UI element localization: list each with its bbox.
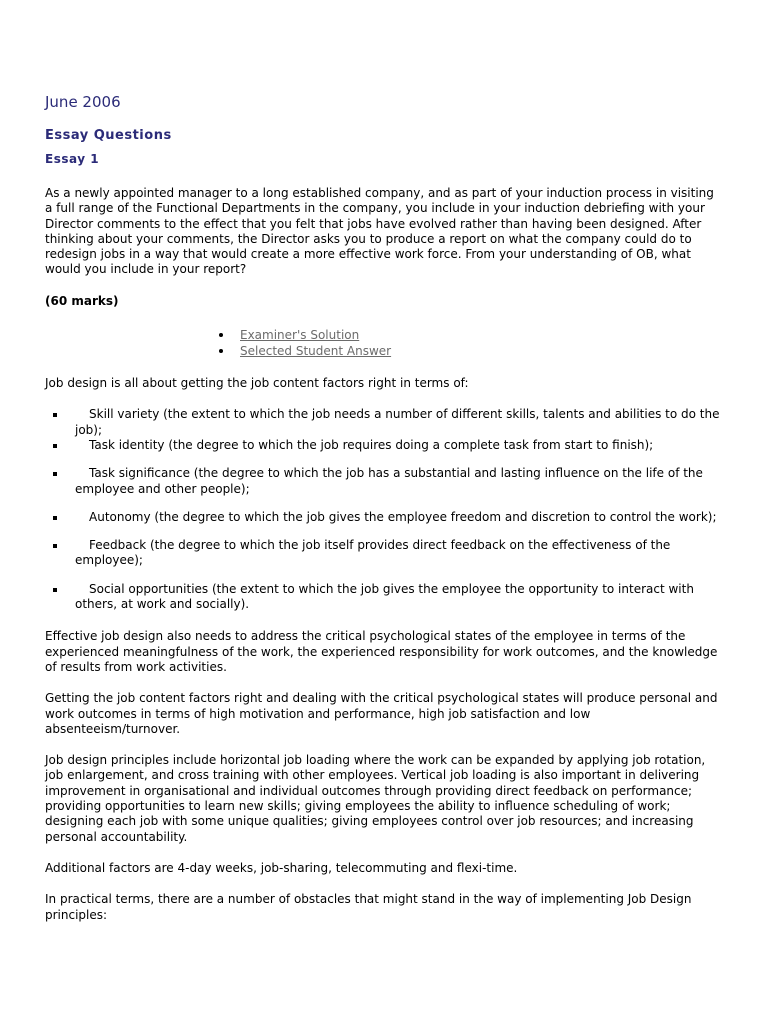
factor-feedback: Feedback (the degree to which the job itself provides direct feedback on the effectiveness of the employee);: [45, 538, 725, 569]
marks-label: (60 marks): [45, 293, 119, 308]
paragraph-additional-factors: Additional factors are 4-day weeks, job-sharing, telecommuting and flexi-time.: [45, 860, 518, 875]
solution-links: [45, 327, 725, 359]
essay-question: As a newly appointed manager to a long established company, and as part of your induction process in visiting a full range of the Functional Departments in the company, you include in your induction debriefing with your Director comments to the effect that you felt that jobs have evolved rather than having been designed. After thinking about your comments, the Director asks you to produce a report on what the company could do to redesign jobs in a way that would create a more effective work force. From your understanding of OB, what would you include in your report?: [45, 186, 714, 277]
essay-heading: Essay 1: [45, 152, 100, 166]
factor-task-identity: Task identity (the degree to which the job requires doing a complete task from start to finish);: [45, 438, 725, 453]
intro-paragraph: Job design is all about getting the job content factors right in terms of:: [45, 376, 469, 391]
paragraph-psychological-states: Effective job design also needs to address the critical psychological states of the employee in terms of the experienced meaningfulness of the work, the experienced responsibility for work outcomes, and the knowledge of results from work activities.: [45, 629, 718, 674]
paragraph-obstacles: In practical terms, there are a number of obstacles that might stand in the way of implementing Job Design principles:: [45, 892, 692, 922]
list-item: [217, 327, 725, 343]
selected-student-answer-link[interactable]: Selected Student Answer: [240, 344, 392, 359]
paragraph-outcomes: Getting the job content factors right and dealing with the critical psychological states will produce personal and work outcomes in terms of high motivation and performance, high job satisfaction and low absenteeism/turnover.: [45, 691, 718, 736]
list-item: [217, 343, 725, 359]
factor-task-significance: Task significance (the degree to which the job has a substantial and lasting influence on the life of the employee and other people);: [45, 466, 725, 497]
factor-social-opportunities: Social opportunities (the extent to which the job gives the employee the opportunity to interact with others, at work and socially).: [45, 582, 725, 613]
paragraph-design-principles: Job design principles include horizontal job loading where the work can be expanded by applying job rotation, job enlargement, and cross training with other employees. Vertical job loading is also important in delivering improvement in organisational and individual outcomes through providing direct feedback on performance; providing opportunities to learn new skills; giving employees the ability to influence scheduling of work; designing each job with some unique qualities; giving employees control over job resources; and increasing personal accountability.: [45, 753, 706, 844]
date-heading: June 2006: [45, 93, 121, 111]
section-heading: Essay Questions: [45, 128, 172, 143]
factor-autonomy: Autonomy (the degree to which the job gives the employee freedom and discretion to control the work);: [45, 510, 725, 525]
job-content-factors-list: [45, 407, 725, 612]
examiners-solution-link[interactable]: Examiner's Solution: [240, 328, 360, 343]
factor-skill-variety: Skill variety (the extent to which the job needs a number of different skills, talents and abilities to do the job);: [45, 407, 725, 438]
document-page: [45, 93, 725, 939]
